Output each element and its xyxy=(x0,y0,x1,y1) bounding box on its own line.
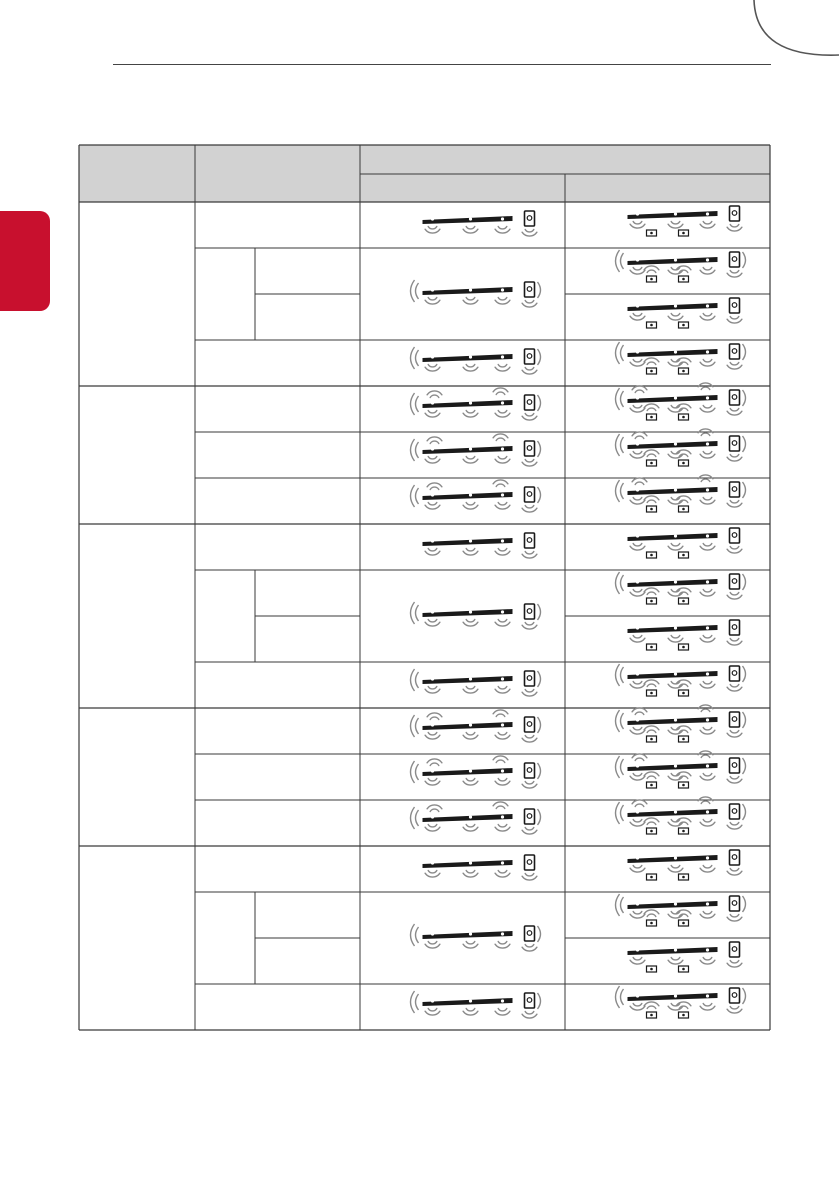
group-4-row-1-right-icon xyxy=(616,705,746,742)
group-2-row-2-left-icon xyxy=(411,434,541,466)
group-1-row-4-left-icon xyxy=(411,347,541,374)
group-3-row-4-right-icon xyxy=(616,664,746,696)
group-4-row-3-right-icon xyxy=(616,797,746,834)
group-2-row-2-right-icon xyxy=(616,429,746,466)
group-4-row-1-left-icon xyxy=(411,710,541,742)
group-1-row-2-left-icon xyxy=(411,280,541,307)
table-grid-lines xyxy=(79,145,770,1030)
group-4-row-2-left-icon xyxy=(411,756,541,788)
group-4-row-3-left-icon xyxy=(411,802,541,834)
group-3-row-3-right-icon xyxy=(628,620,742,650)
group-1-row-1-left-icon xyxy=(423,211,537,236)
group-5-row-1-right-icon xyxy=(628,850,742,880)
group-5-row-3-right-icon xyxy=(628,942,742,972)
group-3-row-2-right-icon xyxy=(616,572,746,604)
group-3-row-4-left-icon xyxy=(411,669,541,696)
group-1-row-3-right-icon xyxy=(628,298,742,328)
group-5-row-1-left-icon xyxy=(423,855,537,880)
group-2-row-1-left-icon xyxy=(411,388,541,420)
group-2-row-1-right-icon xyxy=(616,383,746,420)
group-1-row-4-right-icon xyxy=(616,342,746,374)
group-5-row-2-right-icon xyxy=(616,894,746,926)
group-2-row-3-right-icon xyxy=(616,475,746,512)
group-3-row-1-right-icon xyxy=(628,528,742,558)
group-5-row-4-left-icon xyxy=(411,991,541,1018)
group-3-row-2-left-icon xyxy=(411,602,541,629)
group-5-row-2-left-icon xyxy=(411,924,541,951)
group-1-row-2-right-icon xyxy=(616,250,746,282)
group-4-row-2-right-icon xyxy=(616,751,746,788)
group-5-row-4-right-icon xyxy=(616,986,746,1018)
group-2-row-3-left-icon xyxy=(411,480,541,512)
group-3-row-1-left-icon xyxy=(423,533,537,558)
group-1-row-1-right-icon xyxy=(628,206,742,236)
